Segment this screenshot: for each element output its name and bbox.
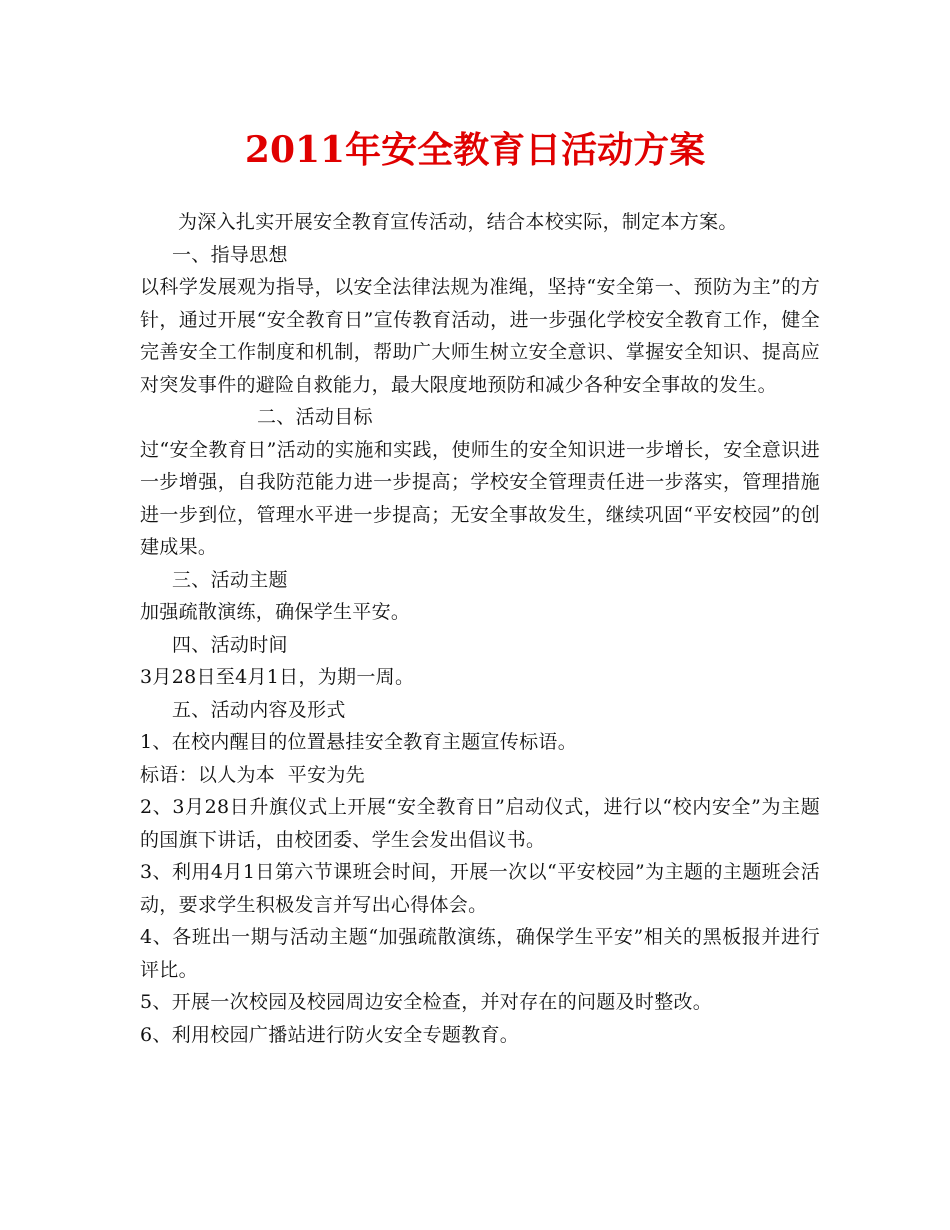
section-body-activity-theme: 加强疏散演练，确保学生平安。	[140, 601, 411, 623]
section-heading-activity-theme: 三、活动主题	[172, 568, 288, 591]
document-body	[140, 206, 820, 1051]
section-body-activity-time: 3月28日至4月1日，为期一周。	[140, 666, 415, 688]
section-body-guiding-ideology: 以科学发展观为指导，以安全法律法规为准绳，坚持“安全第一、预防为主”的方针，通过开展“安全教育日”宣传教育活动，进一步强化学校安全教育工作，健全完善安全工作制度和机制，帮助广大师生树立安全意识、掌握安全知识、提高应对突发事件的避险自救能力，最大限度地预防和减少各种安全事故的发生。	[140, 276, 820, 396]
slogan-line: 标语：以人为本 平安为先	[140, 763, 365, 786]
section-body-activity-goals: 过“安全教育日”活动的实施和实践，使师生的安全知识进一步增长，安全意识进一步增强，自我防范能力进一步提高；学校安全管理责任进一步落实，管理措施进一步到位，管理水平进一步提高；无安全事故发生，继续巩固“平安校园”的创建成果。	[140, 438, 820, 558]
list-item: 6、利用校园广播站进行防火安全专题教育。	[140, 1023, 520, 1046]
list-item: 3、利用4月1日第六节课班会时间，开展一次以“平安校园”为主题的主题班会活动，要求学生积极发言并写出心得体会。	[140, 861, 820, 916]
section-heading-activity-content: 五、活动内容及形式	[172, 698, 346, 721]
list-item: 2、3月28日升旗仪式上开展“安全教育日”启动仪式，进行以“校内安全”为主题的国旗下讲话，由校团委、学生会发出倡议书。	[140, 796, 820, 851]
section-heading-guiding-ideology: 一、指导思想	[172, 243, 288, 266]
document-title: 2011年安全教育日活动方案	[244, 129, 706, 171]
intro-paragraph: 为深入扎实开展安全教育宣传活动，结合本校实际，制定本方案。	[178, 211, 738, 233]
section-heading-activity-time: 四、活动时间	[172, 633, 288, 656]
list-item: 1、在校内醒目的位置悬挂安全教育主题宣传标语。	[140, 731, 577, 753]
list-item: 4、各班出一期与活动主题“加强疏散演练，确保学生平安”相关的黑板报并进行评比。	[140, 926, 820, 981]
section-heading-activity-goals: 二、活动目标	[257, 406, 373, 428]
list-item: 5、开展一次校园及校园周边安全检查，并对存在的问题及时整改。	[140, 991, 713, 1013]
